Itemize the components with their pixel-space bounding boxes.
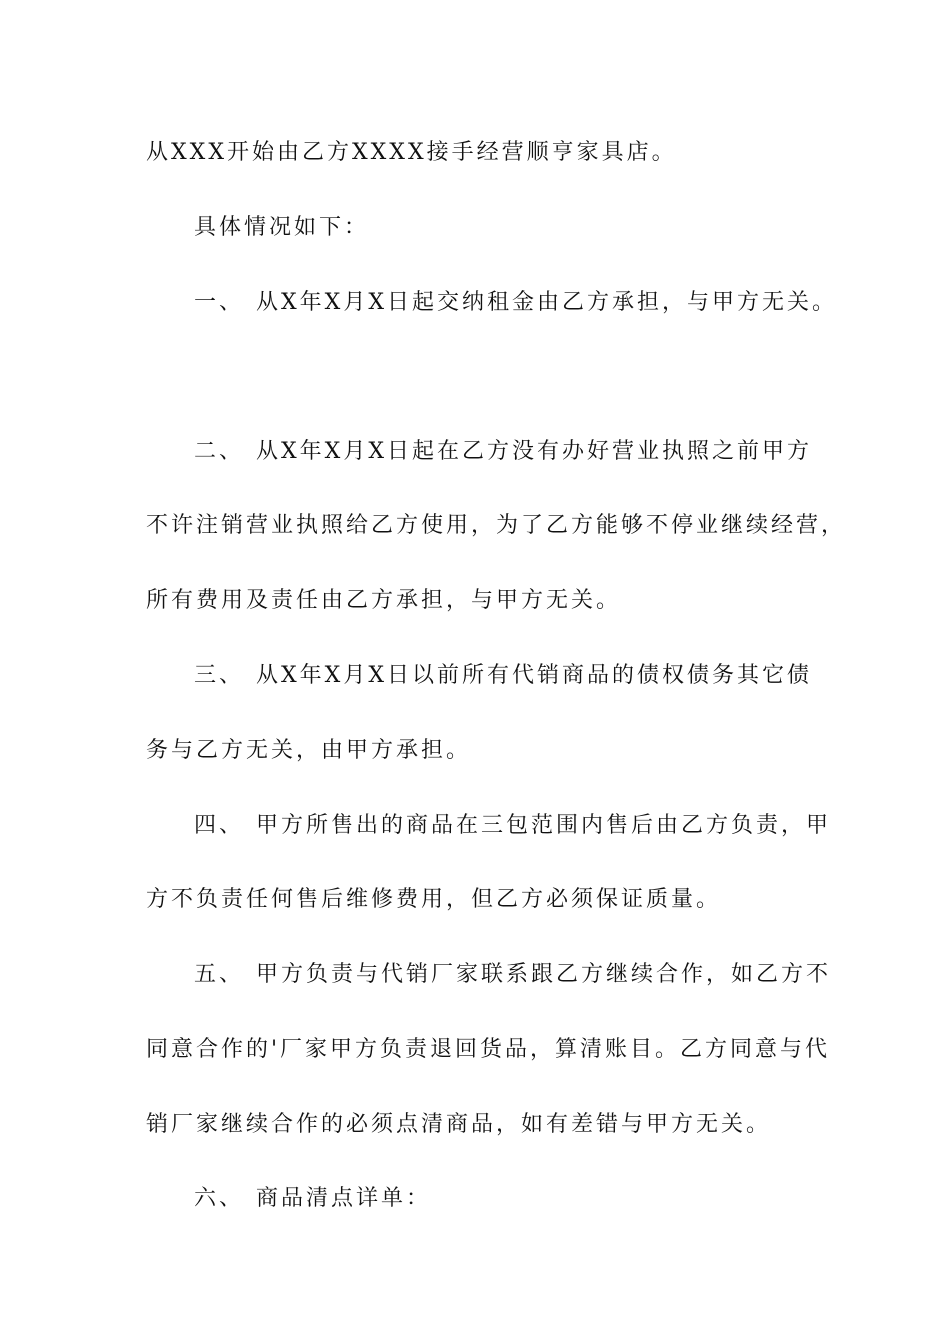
clause-five-text-line-2: 同意合作的'厂家甲方负责退回货品，算清账目。乙方同意与代 xyxy=(146,1037,831,1062)
clause-two xyxy=(194,437,812,467)
clause-two-continuation xyxy=(146,586,621,616)
clause-three-text-line-2: 务与乙方无关，由甲方承担。 xyxy=(146,738,472,763)
clause-two-marker: 二、 xyxy=(194,439,245,464)
clause-four-text-line-1: 甲方所售出的商品在三包范围内售后由乙方负责，甲 xyxy=(256,813,832,838)
clause-four-text-line-2: 方不负责任何售后维修费用，但乙方必须保证质量。 xyxy=(146,887,722,912)
clause-five-text-line-1: 甲方负责与代销厂家联系跟乙方继续合作，如乙方不 xyxy=(256,962,832,987)
details-heading-text: 具体情况如下： xyxy=(194,215,370,240)
paragraph-intro xyxy=(146,138,677,168)
clause-one-text: 从X年X月X日起交纳租金由乙方承担，与甲方无关。 xyxy=(256,290,837,315)
clause-one-marker: 一、 xyxy=(194,290,245,315)
clause-six xyxy=(194,1184,431,1214)
clause-three-continuation xyxy=(146,736,471,766)
details-heading xyxy=(194,213,369,243)
clause-three-marker: 三、 xyxy=(194,663,245,688)
clause-two-continuation xyxy=(146,511,846,541)
clause-four-continuation xyxy=(146,885,721,915)
clause-three xyxy=(194,661,812,691)
clause-two-text-line-1: 从X年X月X日起在乙方没有办好营业执照之前甲方 xyxy=(256,439,812,464)
clause-five-continuation xyxy=(146,1035,830,1065)
clause-six-marker: 六、 xyxy=(194,1186,245,1211)
clause-three-text-line-1: 从X年X月X日以前所有代销商品的债权债务其它债 xyxy=(256,663,812,688)
clause-one xyxy=(194,288,837,318)
clause-five-marker: 五、 xyxy=(194,962,245,987)
clause-six-text: 商品清点详单： xyxy=(256,1186,432,1211)
clause-five-continuation xyxy=(146,1110,771,1140)
clause-two-text-line-3: 所有费用及责任由乙方承担，与甲方无关。 xyxy=(146,588,622,613)
intro-text: 从XXX开始由乙方XXXX接手经营顺亨家具店。 xyxy=(146,140,677,165)
clause-five xyxy=(194,960,831,990)
clause-five-text-line-3: 销厂家继续合作的必须点清商品，如有差错与甲方无关。 xyxy=(146,1112,772,1137)
clause-four-marker: 四、 xyxy=(194,813,245,838)
clause-two-text-line-2: 不许注销营业执照给乙方使用，为了乙方能够不停业继续经营， xyxy=(146,513,847,538)
clause-four xyxy=(194,811,831,841)
